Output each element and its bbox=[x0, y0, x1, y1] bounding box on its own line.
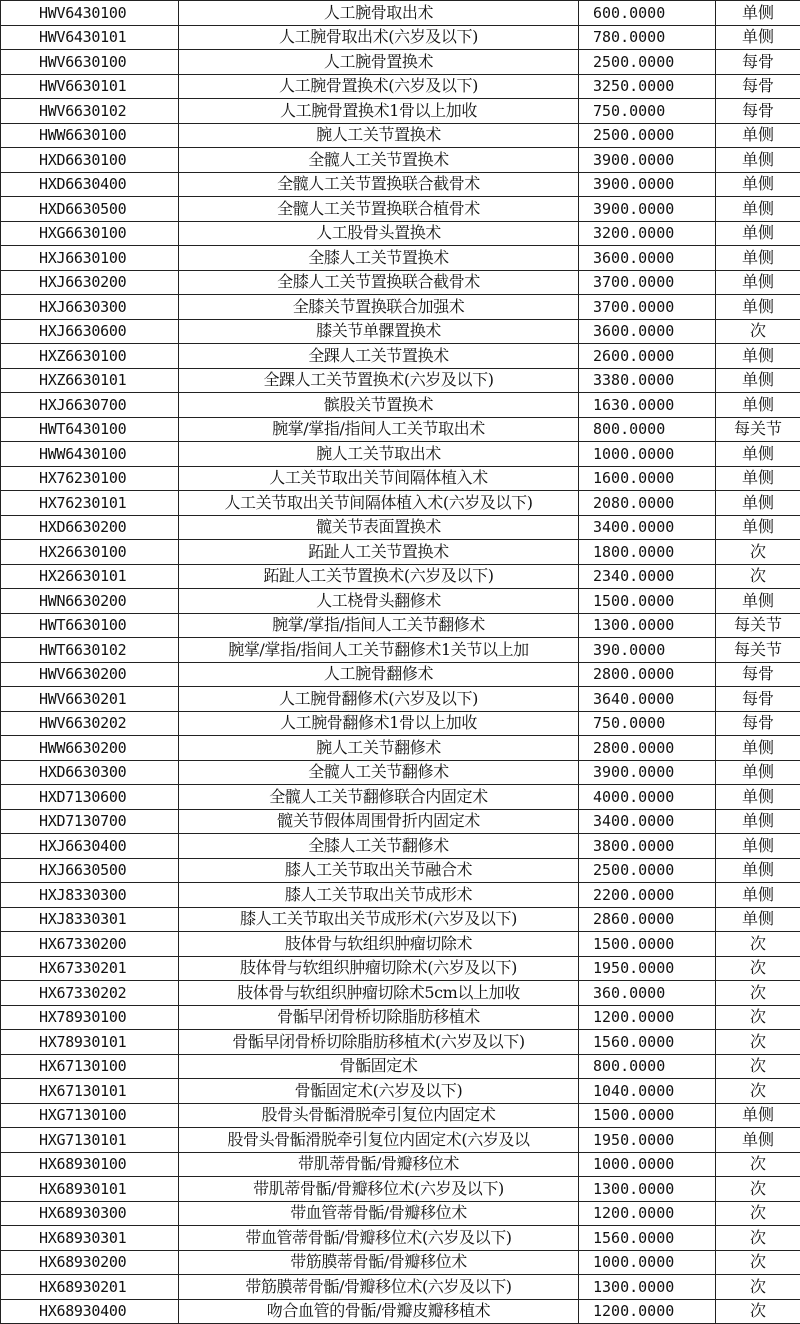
item-price-cell: 3900.0000 bbox=[579, 148, 716, 173]
table-row bbox=[1, 172, 800, 197]
table-row bbox=[1, 809, 800, 834]
item-price-cell: 3640.0000 bbox=[579, 687, 716, 712]
table-row bbox=[1, 417, 800, 442]
item-price-cell: 1040.0000 bbox=[579, 1079, 716, 1104]
table-row bbox=[1, 1226, 800, 1251]
table-row bbox=[1, 123, 800, 148]
item-unit-cell: 次 bbox=[716, 1030, 800, 1055]
item-unit-cell: 次 bbox=[716, 932, 800, 957]
item-unit-cell: 单侧 bbox=[716, 858, 800, 883]
table-row bbox=[1, 148, 800, 173]
item-code-cell: HXJ8330301 bbox=[1, 907, 179, 932]
item-code-cell: HXD7130600 bbox=[1, 785, 179, 810]
item-code-cell: HXJ8330300 bbox=[1, 883, 179, 908]
item-name-cell: 带肌蒂骨骺/骨瓣移位术(六岁及以下) bbox=[179, 1177, 579, 1202]
item-name-cell: 跖趾人工关节置换术 bbox=[179, 540, 579, 565]
item-name-cell: 全膝人工关节翻修术 bbox=[179, 834, 579, 859]
item-price-cell: 780.0000 bbox=[579, 25, 716, 50]
item-code-cell: HWV6630102 bbox=[1, 99, 179, 124]
item-price-cell: 1560.0000 bbox=[579, 1030, 716, 1055]
item-code-cell: HX67330202 bbox=[1, 981, 179, 1006]
item-code-cell: HX76230101 bbox=[1, 491, 179, 516]
item-price-cell: 1300.0000 bbox=[579, 1177, 716, 1202]
item-price-cell: 2500.0000 bbox=[579, 123, 716, 148]
table-row bbox=[1, 981, 800, 1006]
item-name-cell: 全踝人工关节置换术(六岁及以下) bbox=[179, 368, 579, 393]
item-price-cell: 800.0000 bbox=[579, 417, 716, 442]
table-row bbox=[1, 1054, 800, 1079]
item-name-cell: 骨骺固定术 bbox=[179, 1054, 579, 1079]
item-name-cell: 带血管蒂骨骺/骨瓣移位术(六岁及以下) bbox=[179, 1226, 579, 1251]
item-code-cell: HX67130101 bbox=[1, 1079, 179, 1104]
item-price-cell: 3900.0000 bbox=[579, 172, 716, 197]
item-name-cell: 股骨头骨骺滑脱牵引复位内固定术 bbox=[179, 1103, 579, 1128]
item-unit-cell: 每骨 bbox=[716, 711, 800, 736]
item-code-cell: HWV6630101 bbox=[1, 74, 179, 99]
item-name-cell: 髋关节假体周围骨折内固定术 bbox=[179, 809, 579, 834]
item-unit-cell: 次 bbox=[716, 1005, 800, 1030]
item-unit-cell: 次 bbox=[716, 1054, 800, 1079]
item-code-cell: HXG7130101 bbox=[1, 1128, 179, 1153]
item-price-cell: 3200.0000 bbox=[579, 221, 716, 246]
item-price-cell: 750.0000 bbox=[579, 99, 716, 124]
item-unit-cell: 单侧 bbox=[716, 1103, 800, 1128]
table-row bbox=[1, 270, 800, 295]
item-code-cell: HWV6630100 bbox=[1, 50, 179, 75]
table-row bbox=[1, 99, 800, 124]
item-unit-cell: 单侧 bbox=[716, 1128, 800, 1153]
item-price-cell: 3600.0000 bbox=[579, 246, 716, 271]
table-row bbox=[1, 50, 800, 75]
item-name-cell: 腕人工关节置换术 bbox=[179, 123, 579, 148]
item-unit-cell: 单侧 bbox=[716, 123, 800, 148]
item-price-cell: 390.0000 bbox=[579, 638, 716, 663]
item-name-cell: 人工关节取出关节间隔体植入术(六岁及以下) bbox=[179, 491, 579, 516]
item-price-cell: 1200.0000 bbox=[579, 1299, 716, 1324]
item-name-cell: 全膝人工关节置换联合截骨术 bbox=[179, 270, 579, 295]
item-code-cell: HXD6630500 bbox=[1, 197, 179, 222]
item-price-cell: 1500.0000 bbox=[579, 589, 716, 614]
item-code-cell: HX67130100 bbox=[1, 1054, 179, 1079]
item-unit-cell: 单侧 bbox=[716, 246, 800, 271]
table-row bbox=[1, 760, 800, 785]
table-row bbox=[1, 1152, 800, 1177]
table-row bbox=[1, 1128, 800, 1153]
fee-schedule-body bbox=[1, 1, 800, 1324]
item-price-cell: 1800.0000 bbox=[579, 540, 716, 565]
item-code-cell: HX68930201 bbox=[1, 1275, 179, 1300]
item-unit-cell: 次 bbox=[716, 1152, 800, 1177]
table-row bbox=[1, 589, 800, 614]
item-code-cell: HWV6430101 bbox=[1, 25, 179, 50]
item-price-cell: 2500.0000 bbox=[579, 50, 716, 75]
table-row bbox=[1, 1, 800, 26]
item-name-cell: 带肌蒂骨骺/骨瓣移位术 bbox=[179, 1152, 579, 1177]
item-price-cell: 2200.0000 bbox=[579, 883, 716, 908]
item-name-cell: 腕掌/掌指/指间人工关节翻修术 bbox=[179, 613, 579, 638]
table-row bbox=[1, 785, 800, 810]
item-name-cell: 膝关节单髁置换术 bbox=[179, 319, 579, 344]
table-row bbox=[1, 711, 800, 736]
item-code-cell: HXD6630300 bbox=[1, 760, 179, 785]
item-code-cell: HX26630100 bbox=[1, 540, 179, 565]
item-unit-cell: 每骨 bbox=[716, 74, 800, 99]
item-unit-cell: 单侧 bbox=[716, 368, 800, 393]
item-name-cell: 人工腕骨翻修术(六岁及以下) bbox=[179, 687, 579, 712]
item-unit-cell: 单侧 bbox=[716, 197, 800, 222]
item-price-cell: 3700.0000 bbox=[579, 295, 716, 320]
table-row bbox=[1, 1201, 800, 1226]
table-row bbox=[1, 368, 800, 393]
item-price-cell: 3400.0000 bbox=[579, 809, 716, 834]
table-row bbox=[1, 932, 800, 957]
item-code-cell: HXD7130700 bbox=[1, 809, 179, 834]
item-code-cell: HX68930200 bbox=[1, 1250, 179, 1275]
table-row bbox=[1, 662, 800, 687]
table-row bbox=[1, 491, 800, 516]
item-price-cell: 1200.0000 bbox=[579, 1005, 716, 1030]
item-price-cell: 2080.0000 bbox=[579, 491, 716, 516]
item-price-cell: 3400.0000 bbox=[579, 515, 716, 540]
item-code-cell: HXD6630400 bbox=[1, 172, 179, 197]
item-price-cell: 360.0000 bbox=[579, 981, 716, 1006]
item-unit-cell: 次 bbox=[716, 1201, 800, 1226]
item-price-cell: 2860.0000 bbox=[579, 907, 716, 932]
table-row bbox=[1, 858, 800, 883]
item-price-cell: 3800.0000 bbox=[579, 834, 716, 859]
item-unit-cell: 单侧 bbox=[716, 270, 800, 295]
item-name-cell: 人工腕骨翻修术1骨以上加收 bbox=[179, 711, 579, 736]
item-name-cell: 骨骺早闭骨桥切除脂肪移植术 bbox=[179, 1005, 579, 1030]
item-name-cell: 全髋人工关节翻修联合内固定术 bbox=[179, 785, 579, 810]
item-name-cell: 带血管蒂骨骺/骨瓣移位术 bbox=[179, 1201, 579, 1226]
item-unit-cell: 单侧 bbox=[716, 589, 800, 614]
item-name-cell: 跖趾人工关节置换术(六岁及以下) bbox=[179, 564, 579, 589]
item-unit-cell: 单侧 bbox=[716, 393, 800, 418]
item-price-cell: 1950.0000 bbox=[579, 956, 716, 981]
item-code-cell: HXZ6630100 bbox=[1, 344, 179, 369]
item-name-cell: 膝人工关节取出关节成形术(六岁及以下) bbox=[179, 907, 579, 932]
item-unit-cell: 单侧 bbox=[716, 221, 800, 246]
item-unit-cell: 单侧 bbox=[716, 491, 800, 516]
item-price-cell: 1950.0000 bbox=[579, 1128, 716, 1153]
table-row bbox=[1, 246, 800, 271]
item-name-cell: 肢体骨与软组织肿瘤切除术5cm以上加收 bbox=[179, 981, 579, 1006]
item-name-cell: 人工关节取出关节间隔体植入术 bbox=[179, 466, 579, 491]
item-unit-cell: 单侧 bbox=[716, 760, 800, 785]
item-unit-cell: 单侧 bbox=[716, 442, 800, 467]
item-code-cell: HX76230100 bbox=[1, 466, 179, 491]
item-code-cell: HX68930301 bbox=[1, 1226, 179, 1251]
item-code-cell: HX67330200 bbox=[1, 932, 179, 957]
item-price-cell: 3900.0000 bbox=[579, 197, 716, 222]
item-name-cell: 人工腕骨取出术(六岁及以下) bbox=[179, 25, 579, 50]
table-row bbox=[1, 1299, 800, 1324]
item-unit-cell: 次 bbox=[716, 319, 800, 344]
item-name-cell: 腕人工关节取出术 bbox=[179, 442, 579, 467]
item-name-cell: 带筋膜蒂骨骺/骨瓣移位术(六岁及以下) bbox=[179, 1275, 579, 1300]
item-price-cell: 1600.0000 bbox=[579, 466, 716, 491]
item-code-cell: HXG6630100 bbox=[1, 221, 179, 246]
item-unit-cell: 单侧 bbox=[716, 736, 800, 761]
item-unit-cell: 次 bbox=[716, 956, 800, 981]
item-price-cell: 4000.0000 bbox=[579, 785, 716, 810]
item-name-cell: 腕人工关节翻修术 bbox=[179, 736, 579, 761]
item-price-cell: 2800.0000 bbox=[579, 736, 716, 761]
item-name-cell: 吻合血管的骨骺/骨瓣皮瓣移植术 bbox=[179, 1299, 579, 1324]
item-name-cell: 带筋膜蒂骨骺/骨瓣移位术 bbox=[179, 1250, 579, 1275]
item-name-cell: 人工腕骨翻修术 bbox=[179, 662, 579, 687]
item-unit-cell: 单侧 bbox=[716, 883, 800, 908]
table-row bbox=[1, 74, 800, 99]
item-unit-cell: 单侧 bbox=[716, 1, 800, 26]
table-row bbox=[1, 687, 800, 712]
item-code-cell: HX68930100 bbox=[1, 1152, 179, 1177]
item-name-cell: 腕掌/掌指/指间人工关节翻修术1关节以上加 bbox=[179, 638, 579, 663]
item-name-cell: 人工腕骨置换术(六岁及以下) bbox=[179, 74, 579, 99]
item-name-cell: 全踝人工关节置换术 bbox=[179, 344, 579, 369]
item-name-cell: 髌股关节置换术 bbox=[179, 393, 579, 418]
table-row bbox=[1, 1250, 800, 1275]
item-price-cell: 1630.0000 bbox=[579, 393, 716, 418]
item-name-cell: 全髋人工关节置换联合截骨术 bbox=[179, 172, 579, 197]
item-code-cell: HX78930101 bbox=[1, 1030, 179, 1055]
item-name-cell: 人工桡骨头翻修术 bbox=[179, 589, 579, 614]
item-name-cell: 腕掌/掌指/指间人工关节取出术 bbox=[179, 417, 579, 442]
item-name-cell: 骨骺固定术(六岁及以下) bbox=[179, 1079, 579, 1104]
table-row bbox=[1, 1177, 800, 1202]
item-code-cell: HXJ6630100 bbox=[1, 246, 179, 271]
item-code-cell: HXD6630200 bbox=[1, 515, 179, 540]
table-row bbox=[1, 1030, 800, 1055]
item-code-cell: HX68930300 bbox=[1, 1201, 179, 1226]
table-row bbox=[1, 736, 800, 761]
item-code-cell: HX67330201 bbox=[1, 956, 179, 981]
item-unit-cell: 次 bbox=[716, 540, 800, 565]
item-price-cell: 2340.0000 bbox=[579, 564, 716, 589]
item-price-cell: 800.0000 bbox=[579, 1054, 716, 1079]
item-price-cell: 1000.0000 bbox=[579, 442, 716, 467]
item-code-cell: HWW6630100 bbox=[1, 123, 179, 148]
table-row bbox=[1, 834, 800, 859]
item-price-cell: 3700.0000 bbox=[579, 270, 716, 295]
item-code-cell: HX68930400 bbox=[1, 1299, 179, 1324]
item-name-cell: 髋关节表面置换术 bbox=[179, 515, 579, 540]
item-price-cell: 1300.0000 bbox=[579, 1275, 716, 1300]
item-price-cell: 600.0000 bbox=[579, 1, 716, 26]
item-name-cell: 全膝人工关节置换术 bbox=[179, 246, 579, 271]
item-unit-cell: 单侧 bbox=[716, 25, 800, 50]
item-code-cell: HWV6630201 bbox=[1, 687, 179, 712]
item-name-cell: 全髋人工关节置换术 bbox=[179, 148, 579, 173]
table-row bbox=[1, 907, 800, 932]
item-unit-cell: 单侧 bbox=[716, 344, 800, 369]
item-name-cell: 全膝关节置换联合加强术 bbox=[179, 295, 579, 320]
item-price-cell: 1560.0000 bbox=[579, 1226, 716, 1251]
item-price-cell: 1500.0000 bbox=[579, 932, 716, 957]
item-unit-cell: 次 bbox=[716, 1299, 800, 1324]
item-unit-cell: 次 bbox=[716, 1079, 800, 1104]
table-row bbox=[1, 393, 800, 418]
item-unit-cell: 单侧 bbox=[716, 466, 800, 491]
table-row bbox=[1, 221, 800, 246]
item-unit-cell: 次 bbox=[716, 1226, 800, 1251]
item-unit-cell: 单侧 bbox=[716, 907, 800, 932]
item-code-cell: HWT6630100 bbox=[1, 613, 179, 638]
item-unit-cell: 单侧 bbox=[716, 834, 800, 859]
item-name-cell: 肢体骨与软组织肿瘤切除术(六岁及以下) bbox=[179, 956, 579, 981]
item-unit-cell: 每骨 bbox=[716, 662, 800, 687]
table-row bbox=[1, 25, 800, 50]
item-code-cell: HXG7130100 bbox=[1, 1103, 179, 1128]
item-price-cell: 1200.0000 bbox=[579, 1201, 716, 1226]
item-code-cell: HWW6630200 bbox=[1, 736, 179, 761]
item-name-cell: 股骨头骨骺滑脱牵引复位内固定术(六岁及以 bbox=[179, 1128, 579, 1153]
table-row bbox=[1, 515, 800, 540]
item-unit-cell: 每关节 bbox=[716, 638, 800, 663]
item-unit-cell: 次 bbox=[716, 564, 800, 589]
item-code-cell: HWV6630202 bbox=[1, 711, 179, 736]
item-unit-cell: 单侧 bbox=[716, 785, 800, 810]
item-code-cell: HWV6630200 bbox=[1, 662, 179, 687]
item-name-cell: 全髋人工关节置换联合植骨术 bbox=[179, 197, 579, 222]
item-unit-cell: 单侧 bbox=[716, 809, 800, 834]
item-name-cell: 全髋人工关节翻修术 bbox=[179, 760, 579, 785]
item-name-cell: 膝人工关节取出关节成形术 bbox=[179, 883, 579, 908]
table-row bbox=[1, 319, 800, 344]
table-row bbox=[1, 613, 800, 638]
item-price-cell: 3250.0000 bbox=[579, 74, 716, 99]
item-code-cell: HX68930101 bbox=[1, 1177, 179, 1202]
table-row bbox=[1, 197, 800, 222]
item-unit-cell: 单侧 bbox=[716, 172, 800, 197]
item-price-cell: 3380.0000 bbox=[579, 368, 716, 393]
item-unit-cell: 次 bbox=[716, 1250, 800, 1275]
item-code-cell: HXD6630100 bbox=[1, 148, 179, 173]
item-price-cell: 3600.0000 bbox=[579, 319, 716, 344]
item-code-cell: HWV6430100 bbox=[1, 1, 179, 26]
table-row bbox=[1, 344, 800, 369]
item-name-cell: 骨骺早闭骨桥切除脂肪移植术(六岁及以下) bbox=[179, 1030, 579, 1055]
table-row bbox=[1, 295, 800, 320]
item-code-cell: HXJ6630300 bbox=[1, 295, 179, 320]
item-price-cell: 1000.0000 bbox=[579, 1250, 716, 1275]
table-row bbox=[1, 1103, 800, 1128]
item-code-cell: HWN6630200 bbox=[1, 589, 179, 614]
item-name-cell: 人工腕骨置换术1骨以上加收 bbox=[179, 99, 579, 124]
item-code-cell: HX78930100 bbox=[1, 1005, 179, 1030]
item-price-cell: 2600.0000 bbox=[579, 344, 716, 369]
item-code-cell: HXJ6630400 bbox=[1, 834, 179, 859]
item-code-cell: HXJ6630200 bbox=[1, 270, 179, 295]
item-unit-cell: 次 bbox=[716, 1177, 800, 1202]
item-code-cell: HXZ6630101 bbox=[1, 368, 179, 393]
item-name-cell: 肢体骨与软组织肿瘤切除术 bbox=[179, 932, 579, 957]
item-unit-cell: 单侧 bbox=[716, 515, 800, 540]
item-code-cell: HWT6630102 bbox=[1, 638, 179, 663]
item-name-cell: 人工股骨头置换术 bbox=[179, 221, 579, 246]
item-unit-cell: 次 bbox=[716, 981, 800, 1006]
table-row bbox=[1, 1079, 800, 1104]
item-code-cell: HWT6430100 bbox=[1, 417, 179, 442]
item-price-cell: 1000.0000 bbox=[579, 1152, 716, 1177]
table-row bbox=[1, 564, 800, 589]
item-unit-cell: 每关节 bbox=[716, 613, 800, 638]
table-row bbox=[1, 1275, 800, 1300]
item-unit-cell: 单侧 bbox=[716, 295, 800, 320]
item-code-cell: HX26630101 bbox=[1, 564, 179, 589]
item-unit-cell: 次 bbox=[716, 1275, 800, 1300]
table-row bbox=[1, 638, 800, 663]
table-row bbox=[1, 1005, 800, 1030]
item-name-cell: 人工腕骨置换术 bbox=[179, 50, 579, 75]
item-price-cell: 3900.0000 bbox=[579, 760, 716, 785]
item-code-cell: HXJ6630600 bbox=[1, 319, 179, 344]
item-unit-cell: 单侧 bbox=[716, 148, 800, 173]
item-price-cell: 1300.0000 bbox=[579, 613, 716, 638]
item-unit-cell: 每骨 bbox=[716, 687, 800, 712]
item-code-cell: HXJ6630700 bbox=[1, 393, 179, 418]
item-unit-cell: 每骨 bbox=[716, 99, 800, 124]
item-code-cell: HXJ6630500 bbox=[1, 858, 179, 883]
table-row bbox=[1, 540, 800, 565]
item-price-cell: 2800.0000 bbox=[579, 662, 716, 687]
item-name-cell: 人工腕骨取出术 bbox=[179, 1, 579, 26]
table-row bbox=[1, 442, 800, 467]
table-row bbox=[1, 466, 800, 491]
item-unit-cell: 每关节 bbox=[716, 417, 800, 442]
item-price-cell: 750.0000 bbox=[579, 711, 716, 736]
table-row bbox=[1, 883, 800, 908]
table-row bbox=[1, 956, 800, 981]
item-code-cell: HWW6430100 bbox=[1, 442, 179, 467]
item-name-cell: 膝人工关节取出关节融合术 bbox=[179, 858, 579, 883]
item-price-cell: 2500.0000 bbox=[579, 858, 716, 883]
item-price-cell: 1500.0000 bbox=[579, 1103, 716, 1128]
item-unit-cell: 每骨 bbox=[716, 50, 800, 75]
